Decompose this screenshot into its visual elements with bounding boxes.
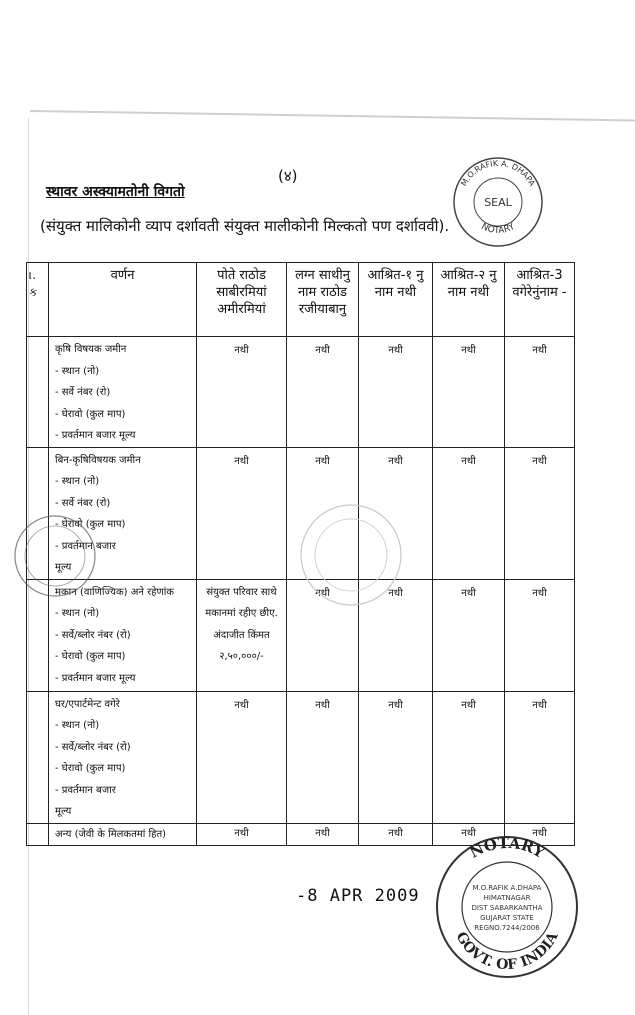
notary-seal-top	[448, 152, 548, 252]
description-line: मकान (वाणिज्यिक) अने रहेणांक	[55, 586, 174, 598]
dependent-3-value: नथी	[505, 691, 575, 823]
dependent-1-value: नथी	[359, 447, 433, 579]
svg-text:NOTARY	[467, 834, 548, 862]
spouse-value: नथी	[287, 447, 359, 579]
header-serial: ।. ક	[27, 263, 49, 337]
self-value: नथी	[197, 691, 287, 823]
dependent-2-value: नथी	[433, 823, 505, 845]
page-number: (४)	[278, 167, 298, 185]
description-cell	[49, 823, 197, 845]
description-line: कृषि विषयक जमीन	[55, 344, 127, 355]
description-line: - घेरावो (कुल माप)	[55, 519, 126, 530]
description-line: बिन-कृषिविषयक जमीन	[55, 454, 141, 466]
dependent-3-value: नथी	[505, 447, 575, 579]
seal-top-notary: NOTARY	[479, 221, 517, 237]
spouse-value: नथी	[287, 579, 359, 691]
seal-notary-label: NOTARY	[466, 833, 548, 862]
description-line: मूल्य	[55, 562, 72, 573]
seal-govt-label: GOVT. OF INDIA	[452, 929, 562, 974]
description-line: - स्थान (नो)	[55, 608, 100, 619]
header-spouse: लग्न साथीनु नाम राठोड रजीयाबानु	[287, 263, 359, 337]
seal-line: REGNO.7244/2006	[474, 924, 540, 932]
page-top-edge	[30, 110, 635, 122]
description-line: घर/एपार्टमेन्ट वगेरे	[55, 698, 120, 710]
description-line: - स्थान (नो)	[55, 720, 100, 731]
dependent-1-value: नथी	[359, 579, 433, 691]
description-line: - सर्वे/ब्लोर नंबर (रो)	[55, 741, 131, 753]
dependent-1-value: नथी	[359, 337, 433, 448]
serial-cell	[27, 337, 49, 448]
dependent-1-value: नथी	[359, 691, 433, 823]
seal-line: M.O.RAFIK A.DHAPA	[472, 884, 542, 892]
serial-cell	[27, 823, 49, 845]
description-line: - सर्वे/ब्लोर नंबर (रो)	[55, 629, 131, 641]
self-value: नथी	[197, 337, 287, 448]
section-heading: स्थावर अस्क्यामतोनी विगतो	[46, 184, 185, 200]
instruction-note: (संयुक्त मालिकोनी व्याप दर्शावती संयुक्त मालीकोनी मिल्कतो पण दर्शाववी).	[40, 217, 450, 235]
description-line: - सर्वे नंबर (रो)	[55, 387, 111, 398]
seal-line: GUJARAT STATE	[480, 914, 534, 922]
dependent-3-value: नथी	[505, 579, 575, 691]
description-line: - स्थान (नो)	[55, 365, 100, 377]
seal-line: DIST SABARKANTHA	[471, 904, 543, 912]
seal-top-name: M.O.RAFIK A. DHAPA	[459, 158, 537, 188]
description-cell	[49, 691, 197, 823]
dependent-2-value: नथी	[433, 337, 505, 448]
description-line: मूल्य	[55, 806, 72, 817]
dependent-2-value: नथी	[433, 447, 505, 579]
dependent-3-value: नथी	[505, 823, 575, 845]
spouse-value: नथी	[287, 823, 359, 845]
description-line: - घेरावो (कुल माप)	[55, 651, 126, 662]
header-description: वर्णन	[49, 263, 197, 337]
header-dependent-3: आश्रित-3 वगेरेनुंनाम -	[505, 263, 575, 337]
header-dependent-2: आश्रित-२ नु नाम नथी	[433, 263, 505, 337]
dependent-1-value: नथी	[359, 823, 433, 845]
spouse-value: नथी	[287, 691, 359, 823]
self-value: नथी	[197, 823, 287, 845]
seal-line: HIMATNAGAR	[483, 894, 531, 902]
description-cell	[49, 337, 197, 448]
date-stamp: -8 APR 2009	[296, 886, 420, 906]
faint-stamp-center	[296, 500, 406, 610]
description-line: - घेरावो (कुल माप)	[55, 763, 126, 774]
svg-text:M.O.RAFIK A. DHAPA	[459, 159, 537, 188]
description-line: - स्थान (नो)	[55, 476, 100, 487]
table-header-row	[27, 263, 575, 337]
dependent-2-value: नथी	[433, 691, 505, 823]
description-line: - प्रवर्तमान बजार मूल्य	[55, 430, 136, 441]
dependent-2-value: नथी	[433, 579, 505, 691]
dependent-3-value: नथी	[505, 337, 575, 448]
notary-seal-bottom	[432, 832, 582, 982]
self-value: नथी	[197, 447, 287, 579]
description-line: - प्रवर्तमान बजार	[55, 784, 116, 796]
description-line: - प्रवर्तमान बजार मूल्य	[55, 672, 136, 684]
description-line: - घेरावो (कुल माप)	[55, 408, 126, 420]
serial-cell	[27, 691, 49, 823]
table-row	[27, 337, 575, 448]
description-line: अन्य (जेवी के मिलकतमां हित)	[55, 828, 167, 840]
table-row	[27, 691, 575, 823]
seal-top-center: SEAL	[484, 196, 512, 209]
header-dependent-1: आश्रित-१ नु नाम नथी	[359, 263, 433, 337]
faint-stamp-left	[10, 506, 100, 606]
header-self: पोते राठोड साबीरमियां अमीरमियां	[197, 263, 287, 337]
description-line: - सर्वे नंबर (रो)	[55, 497, 111, 509]
self-value: संयुक्त परिवार साथे मकानमां रहीए छीए. अंदाजीत किंमत २,५०,०००/-	[197, 579, 287, 691]
description-line: - प्रवर्तमान बजार	[55, 540, 116, 552]
spouse-value: नथी	[287, 337, 359, 448]
svg-text:NOTARY	[479, 222, 516, 236]
